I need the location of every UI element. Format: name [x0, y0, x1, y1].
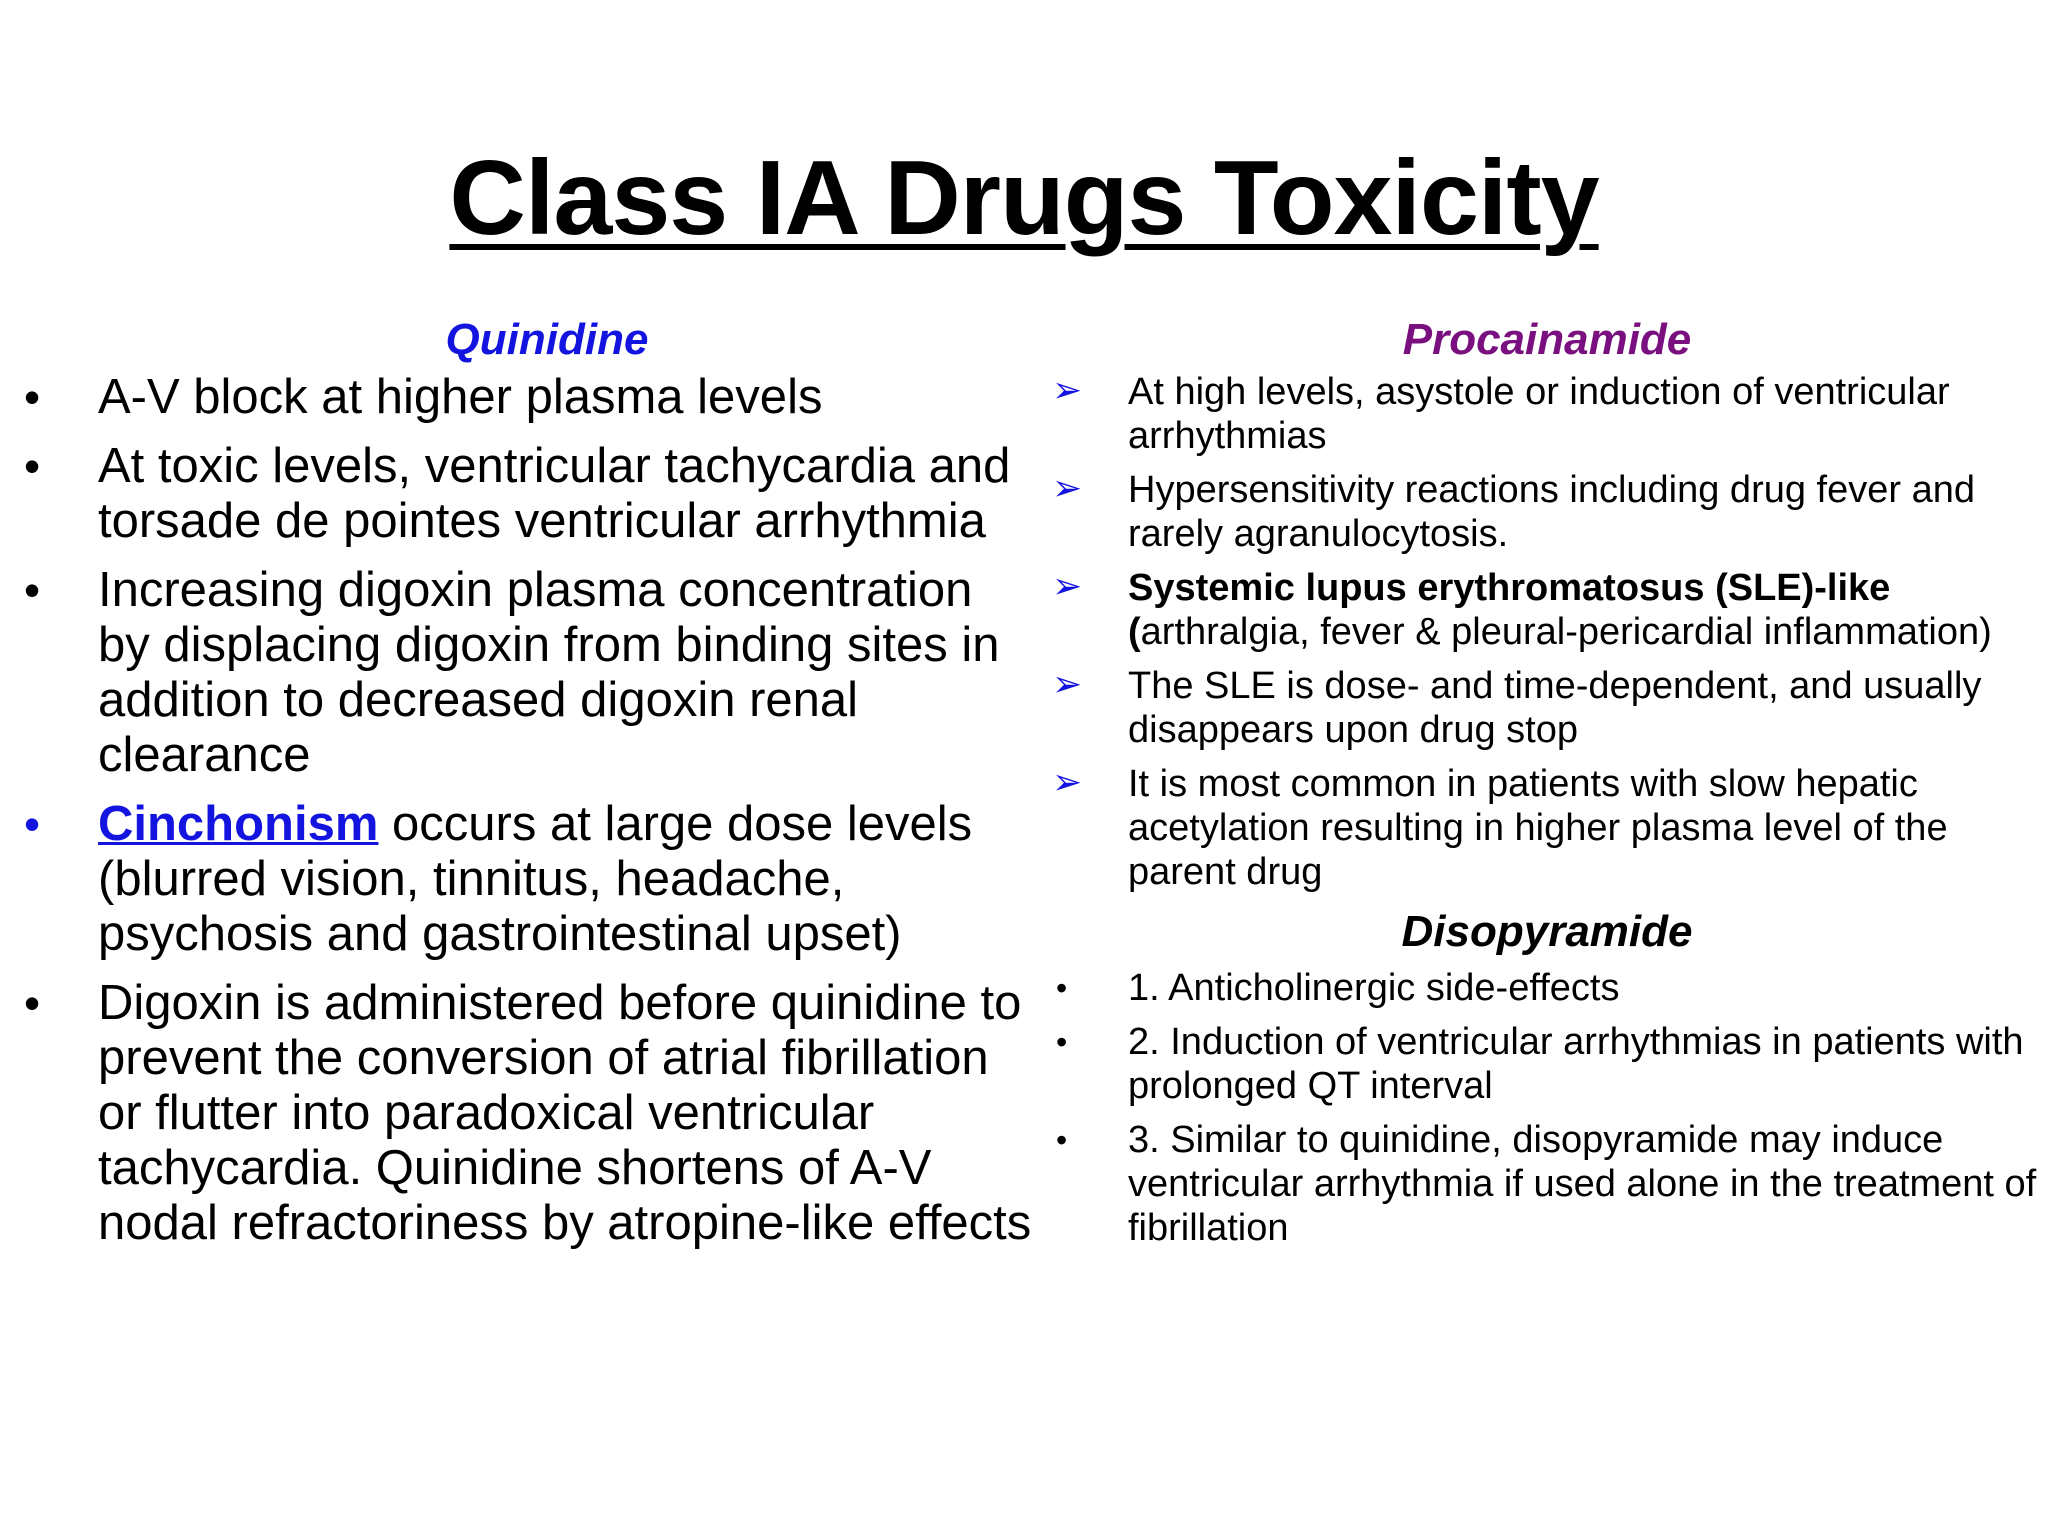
cinchonism-link[interactable]: Cinchonism	[98, 797, 379, 851]
arrow-bullet-icon: ➢	[1052, 565, 1083, 606]
bullet-icon: •	[24, 564, 41, 616]
quinidine-column	[22, 312, 1032, 1265]
list-item: • 1. Anticholinergic side-effects	[1056, 967, 1620, 1009]
slide-title: Class IA Drugs Toxicity	[449, 139, 1599, 257]
list-item: ➢ Hypersensitivity reactions including drug fever and rarely agranulocytosis.	[1052, 467, 1975, 555]
bullet-icon: •	[1056, 970, 1068, 1006]
list-item: ➢ The SLE is dose- and time-dependent, and usually disappears upon drug stop	[1052, 663, 1982, 751]
bullet-icon: •	[1056, 1024, 1068, 1060]
arrow-bullet-icon: ➢	[1052, 467, 1083, 508]
list-item: • A-V block at higher plasma levels	[24, 370, 823, 424]
bullet-icon: •	[24, 798, 41, 850]
disopyramide-heading: Disopyramide	[1401, 907, 1693, 956]
list-item: • Cinchonism occurs at large dose levels (blurred vision, tinnitus, headache, psychosis and gastrointestinal upset)	[24, 797, 973, 961]
arrow-bullet-icon: ➢	[1052, 761, 1083, 802]
arrow-bullet-icon: ➢	[1052, 663, 1083, 704]
list-item: • Increasing digoxin plasma concentration by displacing digoxin from binding sites in addition to decreased digoxin renal clearance	[24, 563, 1000, 782]
list-item: • At toxic levels, ventricular tachycardia and torsade de pointes ventricular arrhythmia	[24, 439, 1011, 548]
quinidine-heading: Quinidine	[445, 315, 649, 364]
arrow-bullet-icon: ➢	[1052, 369, 1083, 410]
list-item: ➢ It is most common in patients with slow hepatic acetylation resulting in higher plasma level of the parent drug	[1052, 761, 1948, 893]
procainamide-heading: Procainamide	[1402, 315, 1692, 364]
list-item: • Digoxin is administered before quinidine to prevent the conversion of atrial fibrillation or flutter into paradoxical ventricular tachycardia. Quinidine shortens of A-V nodal refractoriness by atropine-like effects	[24, 976, 1032, 1250]
list-item: ➢ At high levels, asystole or induction of ventricular arrhythmias	[1052, 369, 1950, 457]
disopyramide-list	[1052, 966, 2042, 1250]
list-item: • 2. Induction of ventricular arrhythmias in patients with prolonged QT interval	[1056, 1021, 2024, 1107]
quinidine-list	[22, 370, 1032, 1251]
list-item: • 3. Similar to quinidine, disopyramide may induce ventricular arrhythmia if used alone in the treatment of fibrillation	[1056, 1119, 2037, 1249]
bullet-icon: •	[24, 977, 41, 1029]
bullet-icon: •	[24, 440, 41, 492]
list-item: ➢ Systemic lupus erythromatosus (SLE)-like (arthralgia, fever & pleural-pericardial inflammation)	[1052, 565, 1992, 653]
bullet-icon: •	[1056, 1122, 1068, 1158]
procainamide-column	[1052, 312, 2042, 1260]
bullet-icon: •	[24, 371, 41, 423]
procainamide-list	[1052, 370, 2042, 894]
